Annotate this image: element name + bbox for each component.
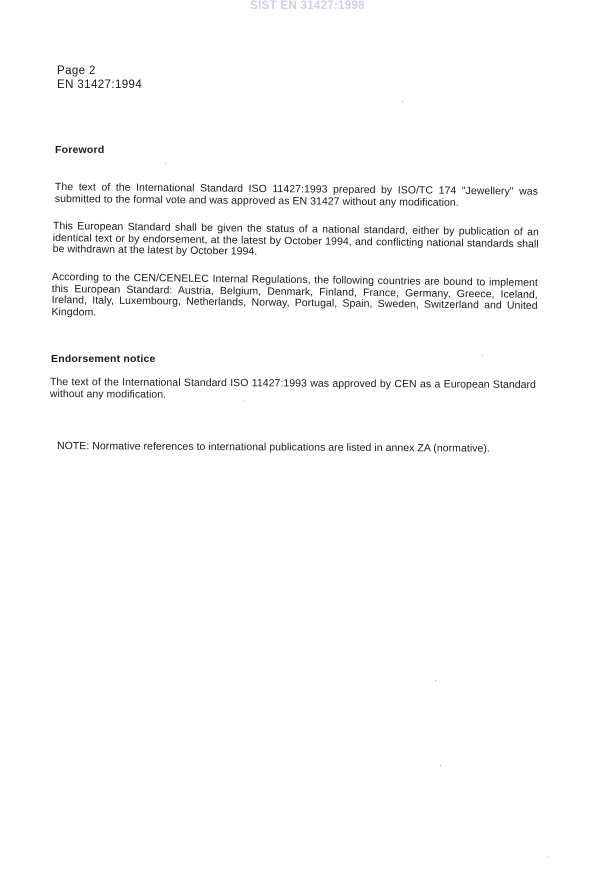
page-info bbox=[57, 64, 142, 92]
scan-speck bbox=[435, 680, 436, 681]
endorsement-paragraph: The text of the International Standard ISO 11427:1993 was approved by CEN as a European Standard without any modification. bbox=[49, 376, 536, 401]
scan-speck bbox=[548, 857, 549, 858]
document-id-watermark: SIST EN 31427:1998 bbox=[250, 0, 365, 12]
foreword-paragraph-2: This European Standard shall be given the status of a national standard, either by publication of an identical text or by endorsement, at the latest by October 1994, and conflicting national standards shall be withdrawn at the latest by October 1994. bbox=[52, 220, 539, 258]
scan-speck bbox=[482, 355, 483, 356]
foreword-paragraph-1: The text of the International Standard ISO 11427:1993 prepared by ISO/TC 174 "Jewellery" was submitted to the formal vote and was approved as EN 31427 without any modification. bbox=[54, 181, 538, 209]
scan-speck bbox=[165, 163, 166, 164]
scan-speck bbox=[402, 101, 403, 102]
scan-speck bbox=[243, 401, 244, 402]
scan-speck bbox=[440, 765, 441, 766]
normative-note: NOTE: Normative references to international publications are listed in annex ZA (normative). bbox=[56, 440, 490, 455]
foreword-heading: Foreword bbox=[55, 144, 105, 156]
foreword-paragraph-3: According to the CEN/CENELEC Internal Regulations, the following countries are bound to implement this European Standard: Austria, Belgium, Denmark, Finland, France, Germany, Greece, Iceland, Ireland, Italy, Luxembourg, Netherlands, Norway, Portugal, Spain, Sweden, Switzerland and United Kingdom. bbox=[51, 271, 538, 319]
endorsement-heading: Endorsement notice bbox=[51, 353, 156, 365]
standard-number: EN 31427:1994 bbox=[57, 79, 143, 91]
page-number: Page 2 bbox=[57, 65, 96, 77]
